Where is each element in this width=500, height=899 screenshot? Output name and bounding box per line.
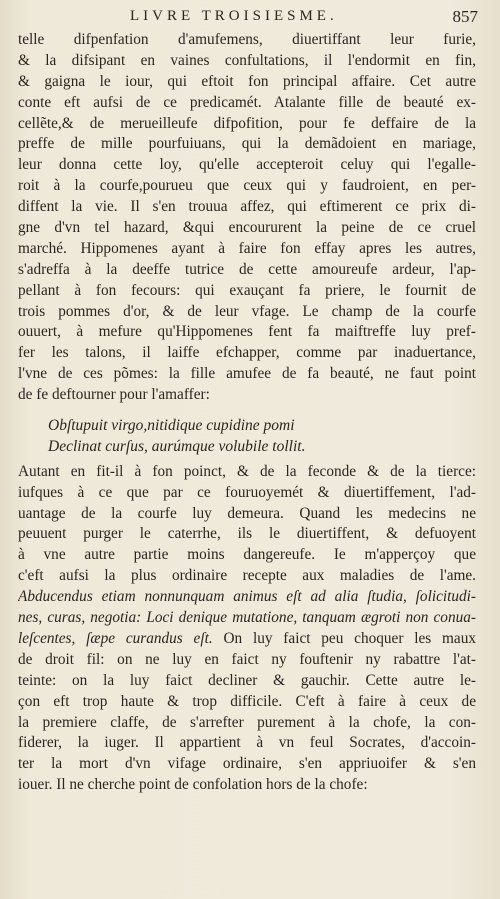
text-line: gne d'vn tel hazard, &qui encoururent la peine de ce cruel: [18, 219, 476, 237]
text-line: cellẽte,& de merueilleufe difpofition, pour fe deffaire de la: [18, 114, 476, 132]
text-line: preffe de mille pourfuiuans, qui la demãdoient en mariage,: [18, 135, 476, 153]
text-line: pellant à fon fecours: qui exauçant fa priere, le fournit de: [18, 281, 476, 299]
mixed-citation-line: [18, 629, 476, 650]
text-line: fer les talons, il laiffe efchapper, comme par inaduertance,: [18, 344, 476, 362]
text-line: peuuent purger le caterrhe, ils le diuertiffent, & defuoyent: [18, 525, 476, 543]
text-line: leur donna cette loy, qu'elle accepteroit celuy qui l'egalle-: [18, 156, 476, 174]
quote-line: Obſtupuit virgo,nitidique cupidine pomi: [48, 417, 295, 435]
latin-citation-line: nes, curas, negotia: Loci denique mutatione, tanquam ægroti non conua-: [18, 609, 476, 627]
paragraph-1: [18, 30, 476, 406]
text-line: la premiere claffe, de s'arrefter purement à la chofe, la con-: [18, 713, 476, 731]
mixed-citation-text: leſcentes, ſæpe curandus eſt. On luy faict peu choquer les maux: [18, 629, 476, 647]
text-line: telle difpenfation d'amufemens, diuertiffant leur furie,: [18, 31, 476, 48]
text-line: Autant en fit-il à fon poinct, & de la feconde & de la tierce:: [18, 462, 476, 480]
text-block: [18, 30, 476, 796]
text-line: & la difsipant en vaines confultations, il l'endormit en fin,: [18, 51, 476, 69]
text-line: s'adreffa à la deeffe tutrice de cette amoureufe ardeur, l'ap-: [18, 260, 476, 278]
page-number: 857: [452, 7, 478, 26]
text-line: de fe deftourner pour l'amaffer:: [18, 386, 210, 404]
text-line: à vne autre partie moins dangereufe. Ie m'apperçoy que: [18, 546, 476, 564]
text-line: & gaigna le iour, qui eftoit fon principal affaire. Cet autre: [18, 72, 476, 90]
latin-quotation: [18, 416, 476, 458]
text-line: fiderer, la iuger. Il appartient à vn feul Socrates, d'accoin-: [18, 734, 476, 752]
running-head: [20, 6, 480, 28]
text-line: teinte: on la luy faict decliner & gauchir. Cette autre le-: [18, 671, 476, 689]
text-line: l'vne de ces põmes: la fille amufee de fa beauté, ne faut point: [18, 365, 476, 383]
quote-line: Declinat curſus, aurúmque volubile tollit.: [48, 437, 306, 455]
running-title: LIVRE TROISIESME.: [130, 8, 338, 24]
text-line: iufques à ce que par ce fouruoyemét & diuertiffement, l'ad-: [18, 483, 476, 501]
spacer: [18, 406, 476, 416]
text-line: marché. Hippomenes ayant à faire fon effay apres les autres,: [18, 239, 476, 257]
text-line: ter la mort d'vn vifage ordinaire, s'en appriuoifer & s'en: [18, 755, 476, 773]
text-line: uantage de la courfe luy demeura. Quand les medecins ne: [18, 504, 476, 522]
text-line: iouer. Il ne cherche point de confolation hors de la chofe:: [18, 776, 368, 794]
text-line: de droit fil: on ne luy en faict ny fouftenir ny rabattre l'at-: [18, 650, 476, 668]
text-line: c'eft aufsi la plus ordinaire recepte aux maladies de l'ame.: [18, 567, 476, 585]
text-line: conte eft aufsi de ce predicamét. Atalante fille de beauté ex-: [18, 93, 476, 111]
text-line: trois pommes d'or, & de leur vfage. Le champ de la courfe: [18, 302, 476, 320]
latin-citation-line: Abducendus etiam nonnunquam animus eſt ad alia ſtudia, ſolicitudi-: [18, 588, 476, 606]
paragraph-2: [18, 462, 476, 796]
text-line: ouuert, à mefure qu'Hippomenes fent fa maiftreffe luy pref-: [18, 323, 476, 341]
text-line: roit à la courfe,pourueu que ceux qui y faudroient, en per-: [18, 177, 476, 195]
text-line: çon eft trop haute & trop difficile. C'eft à faire à ceux de: [18, 692, 476, 710]
text-line: diffent la vie. Il s'en trouua affez, qui eftimerent ce prix di-: [18, 198, 476, 216]
